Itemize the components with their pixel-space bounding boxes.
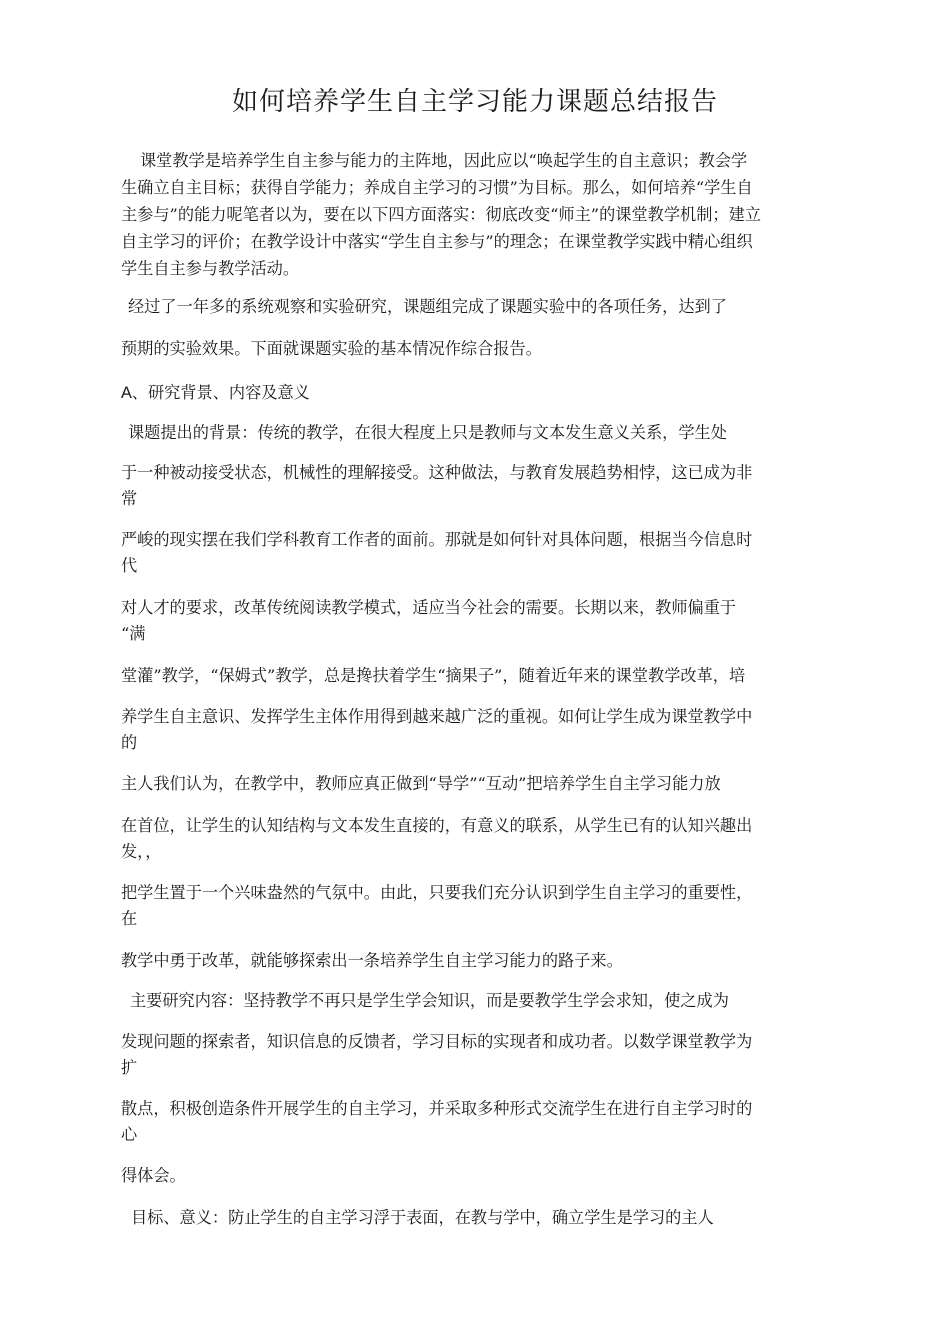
text-line: 发现问题的探索者，知识信息的反馈者，学习目标的实现者和成功者。以数学课堂教学为 [121,1032,753,1051]
text-line: 目标、意义：防止学生的自主学习浮于表面，在教与学中，确立学生是学习的主人 [131,1208,714,1227]
text-line: 预期的实验效果。下面就课题实验的基本情况作综合报告。 [121,339,542,358]
text-line: 主要研究内容：坚持教学不再只是学生学会知识，而是要教学生学会求知，使之成为 [130,991,729,1010]
text-line: 养学生自主意识、发挥学生主体作用得到越来越广泛的重视。如何让学生成为课堂教学中 [121,707,753,726]
text-line: 于一种被动接受状态，机械性的理解接受。这种做法，与教育发展趋势相悖，这已成为非 [121,463,753,482]
document-title: 如何培养学生自主学习能力课题总结报告 [231,87,718,117]
text-line: 严峻的现实摆在我们学科教育工作者的面前。那就是如何针对具体问题，根据当今信息时 [121,530,753,549]
text-line: 生确立自主目标；获得自学能力；养成自主学习的习惯”为目标。那么，如何培养“学生自 [121,178,753,197]
text-line: 在 [121,909,138,928]
text-line: 的 [121,733,138,752]
text-line: 堂灌”教学，“保姆式”教学，总是搀扶着学生“摘果子”，随着近年来的课堂教学改革，培 [121,666,746,685]
text-line: 扩 [121,1058,138,1077]
text-line: 把学生置于一个兴味盎然的气氛中。由此，只要我们充分认识到学生自主学习的重要性， [121,883,753,902]
text-line: 心 [121,1125,138,1144]
text-line: 课堂教学是培养学生自主参与能力的主阵地，因此应以“唤起学生的自主意识；教会学 [140,151,748,170]
text-line: 得体会。 [121,1166,186,1185]
text-line: 对人才的要求，改革传统阅读教学模式，适应当今社会的需要。长期以来，教师偏重于 [121,598,737,617]
text-line: 教学中勇于改革，就能够探索出一条培养学生自主学习能力的路子来。 [121,951,623,970]
text-line: 经过了一年多的系统观察和实验研究，课题组完成了课题实验中的各项任务，达到了 [128,297,727,316]
text-line: 课题提出的背景：传统的教学，在很大程度上只是教师与文本发生意义关系，学生处 [128,423,727,442]
section-heading: A、研究背景、内容及意义 [121,384,310,402]
text-line: 散点，积极创造条件开展学生的自主学习，并采取多种形式交流学生在进行自主学习时的 [121,1099,753,1118]
text-line: 主人我们认为，在教学中，教师应真正做到“导学”“互动”把培养学生自主学习能力放 [121,774,721,793]
text-line: 发，， [121,842,162,861]
text-line: 主参与”的能力呢笔者以为，要在以下四方面落实：彻底改变“师主”的课堂教学机制；建立 [121,205,761,224]
text-line: 常 [121,489,138,508]
text-line: 自主学习的评价；在教学设计中落实“学生自主参与”的理念；在课堂教学实践中精心组织 [121,232,753,251]
text-line: 在首位，让学生的认知结构与文本发生直接的，有意义的联系，从学生已有的认知兴趣出 [121,816,753,835]
text-line: 学生自主参与教学活动。 [121,259,300,278]
text-line: 代 [121,556,138,575]
text-line: “满 [121,624,146,643]
